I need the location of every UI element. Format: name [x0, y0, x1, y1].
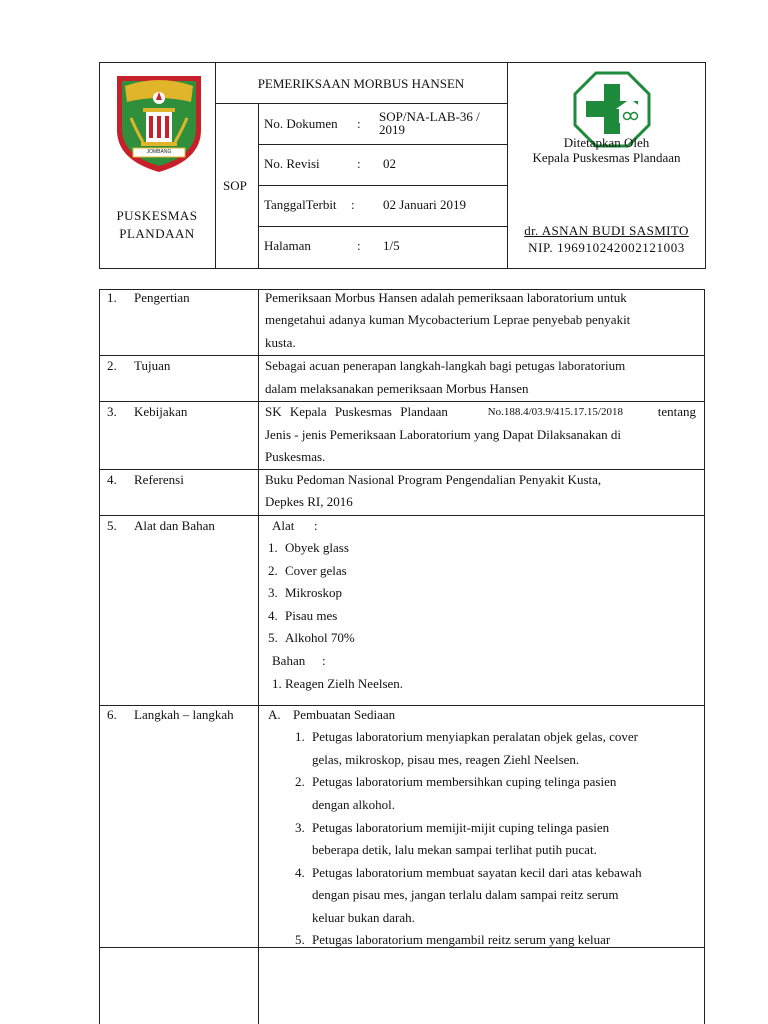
policy-decree-number: No.188.4/03.9/415.17.15/2018	[487, 406, 623, 418]
step-line: beberapa detik, lalu mekan sampai terlihat putih pucat.	[312, 842, 597, 857]
step-number: 4.	[295, 865, 305, 880]
step-line: dengan pisau mes, jangan terlalu dalam sampai reitz serum	[312, 887, 619, 902]
signer-nip: NIP. 196910242002121003	[528, 240, 685, 255]
bahan-label: Bahan	[272, 653, 306, 668]
alat-label: Alat	[272, 518, 295, 533]
section-text-line: Depkes RI, 2016	[265, 494, 353, 509]
list-item: Pisau mes	[285, 608, 338, 623]
issue-date-label: TanggalTerbit	[264, 197, 337, 212]
section-number: 2.	[107, 358, 117, 373]
section-title-referensi: Referensi	[134, 472, 184, 487]
list-item: 1. Reagen Zielh Neelsen.	[272, 676, 404, 691]
revision-sep: :	[357, 156, 361, 171]
list-item: Obyek glass	[285, 540, 349, 555]
step-number: 5.	[295, 932, 305, 947]
section-number: 1.	[107, 290, 117, 305]
step-number: 1.	[295, 729, 305, 744]
section-title-langkah: Langkah – langkah	[134, 707, 234, 722]
policy-line1	[265, 401, 696, 424]
bahan-sep: :	[322, 653, 326, 668]
section-title-kebijakan: Kebijakan	[134, 404, 188, 419]
section-number: 4.	[107, 472, 117, 487]
list-item-number: 3.	[268, 585, 278, 600]
step-line: Petugas laboratorium mengambil reitz serum yang keluar	[312, 932, 611, 947]
list-item-number: 5.	[268, 630, 278, 645]
step-line: gelas, mikroskop, pisau mes, reagen Ziehl Neelsen.	[312, 752, 580, 767]
section-text-line: Sebagai acuan penerapan langkah-langkah bagi petugas laboratorium	[265, 358, 626, 373]
org-name-line1: PUSKESMAS	[116, 208, 198, 223]
section-text-line: Buku Pedoman Nasional Program Pengendalian Penyakit Kusta,	[265, 472, 602, 487]
section-title-pengertian: Pengertian	[134, 290, 190, 305]
step-line: Petugas laboratorium membuat sayatan kecil dari atas kebawah	[312, 865, 642, 880]
alat-sep: :	[314, 518, 318, 533]
list-item-number: 4.	[268, 608, 278, 623]
list-item: Alkohol 70%	[285, 630, 355, 645]
page-value: 1/5	[383, 238, 400, 253]
step-line: keluar bukan darah.	[312, 910, 415, 925]
doc-number-label: No. Dokumen	[264, 116, 338, 131]
step-number: 3.	[295, 820, 305, 835]
section-text-line: Puskesmas.	[265, 449, 326, 464]
section-text-line: Jenis - jenis Pemeriksaan Laboratorium yang Dapat Dilaksanakan di	[265, 427, 621, 442]
policy-line1-c: tentang	[654, 404, 696, 419]
regency-crest-logo	[113, 72, 205, 176]
doc-number-value: SOP/NA-LAB-36 / 2019	[379, 109, 480, 137]
sop-label: SOP	[223, 178, 247, 193]
section-number: 5.	[107, 518, 117, 533]
org-name-line2: PLANDAAN	[119, 226, 195, 241]
list-item-number: 2.	[268, 563, 278, 578]
step-line: dengan alkohol.	[312, 797, 396, 812]
document-title: PEMERIKSAAN MORBUS HANSEN	[257, 76, 465, 91]
section-text-line: Pemeriksaan Morbus Hansen adalah pemeriksaan laboratorium untuk	[265, 290, 627, 305]
issue-date-sep: :	[351, 197, 355, 212]
step-line: Petugas laboratorium memijit-mijit cuping telinga pasien	[312, 820, 610, 835]
section-number: 3.	[107, 404, 117, 419]
section-text-line: dalam melaksanakan pemeriksaan Morbus Hansen	[265, 381, 529, 396]
issue-date-value: 02 Januari 2019	[383, 197, 467, 212]
subsection-title: Pembuatan Sediaan	[293, 707, 396, 722]
section-text-line: mengetahui adanya kuman Mycobacterium Leprae penyebab penyakit	[265, 312, 631, 327]
subsection-marker: A.	[268, 707, 281, 722]
page-sep: :	[357, 238, 361, 253]
list-item-number: 1.	[268, 540, 278, 555]
step-line: Petugas laboratorium menyiapkan peralatan objek gelas, cover	[312, 729, 638, 744]
section-title-alat-bahan: Alat dan Bahan	[134, 518, 215, 533]
section-number: 6.	[107, 707, 117, 722]
revision-label: No. Revisi	[264, 156, 320, 171]
section-text-line: kusta.	[265, 335, 296, 350]
page-label: Halaman	[264, 238, 311, 253]
approval-line2: Kepala Puskesmas Plandaan	[532, 150, 681, 165]
section-title-tujuan: Tujuan	[134, 358, 171, 373]
list-item: Cover gelas	[285, 563, 347, 578]
signer-name: dr. ASNAN BUDI SASMITO	[524, 223, 689, 238]
list-item: Mikroskop	[285, 585, 343, 600]
doc-number-sep: :	[357, 116, 361, 131]
approval-line1: Ditetapkan Oleh	[563, 135, 650, 150]
step-line: Petugas laboratorium membersihkan cuping telinga pasien	[312, 774, 617, 789]
crest-ribbon-text: JOMBANG	[146, 149, 172, 155]
step-number: 2.	[295, 774, 305, 789]
policy-line1-a: SK Kepala Puskesmas Plandaan	[265, 404, 457, 419]
revision-value: 02	[383, 156, 396, 171]
